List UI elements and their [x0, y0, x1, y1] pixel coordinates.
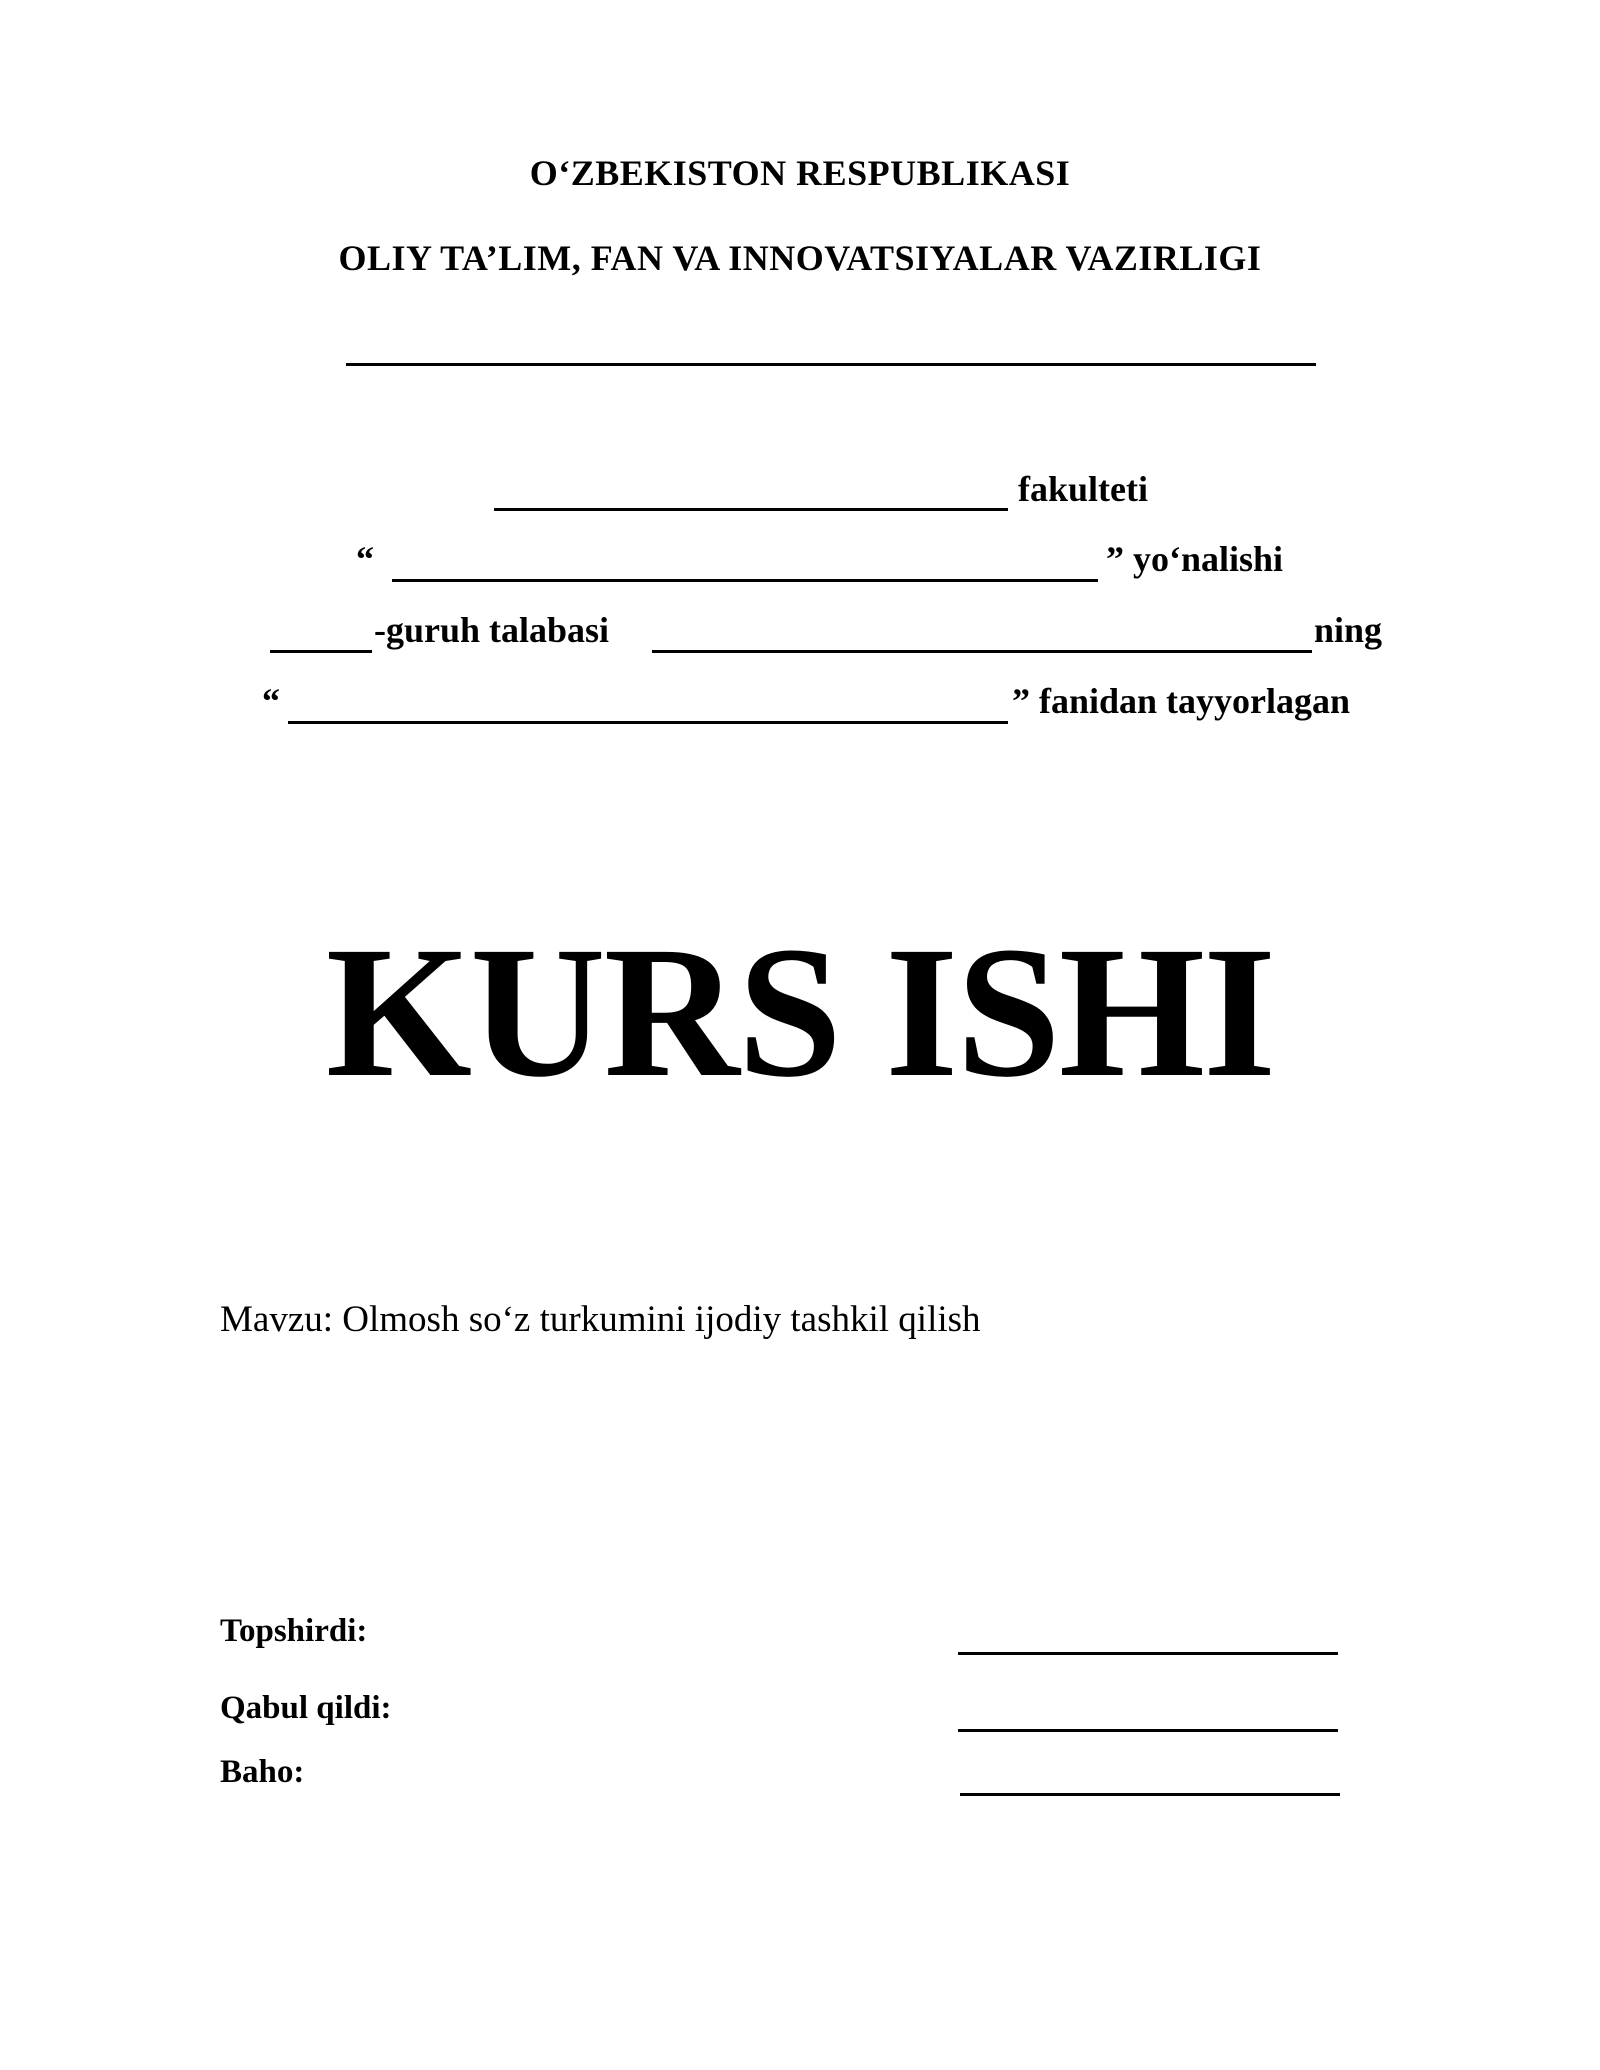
grade-label: Baho:	[220, 1754, 305, 1790]
direction-label: ” yo‘nalishi	[1106, 539, 1284, 579]
group-blank-line	[270, 650, 372, 653]
subject-blank-line	[288, 721, 1008, 724]
submitted-blank-line	[958, 1652, 1338, 1655]
accepted-blank-line	[958, 1729, 1338, 1732]
subject-open-quote: “	[262, 681, 280, 721]
grade-blank-line	[960, 1793, 1340, 1796]
country-heading: O‘ZBEKISTON RESPUBLIKASI	[529, 153, 1071, 193]
direction-blank-line	[392, 579, 1098, 582]
submitted-label: Topshirdi:	[220, 1613, 368, 1649]
ministry-heading: OLIY TA’LIM, FAN VA INNOVATSIYALAR VAZIRLIGI	[338, 238, 1262, 278]
university-blank-line	[346, 363, 1316, 366]
student-label: ning	[1314, 610, 1383, 650]
accepted-label: Qabul qildi:	[220, 1690, 392, 1726]
subject-label: ” fanidan tayyorlagan	[1012, 681, 1351, 721]
direction-open-quote: “	[356, 539, 374, 579]
faculty-blank-line	[494, 508, 1008, 511]
document-title: KURS ISHI	[325, 907, 1275, 1116]
student-blank-line	[652, 650, 1312, 653]
group-label: -guruh talabasi	[374, 610, 610, 650]
topic-text: Mavzu: Olmosh so‘z turkumini ijodiy tashkil qilish	[220, 1299, 981, 1340]
faculty-label: fakulteti	[1018, 469, 1148, 509]
